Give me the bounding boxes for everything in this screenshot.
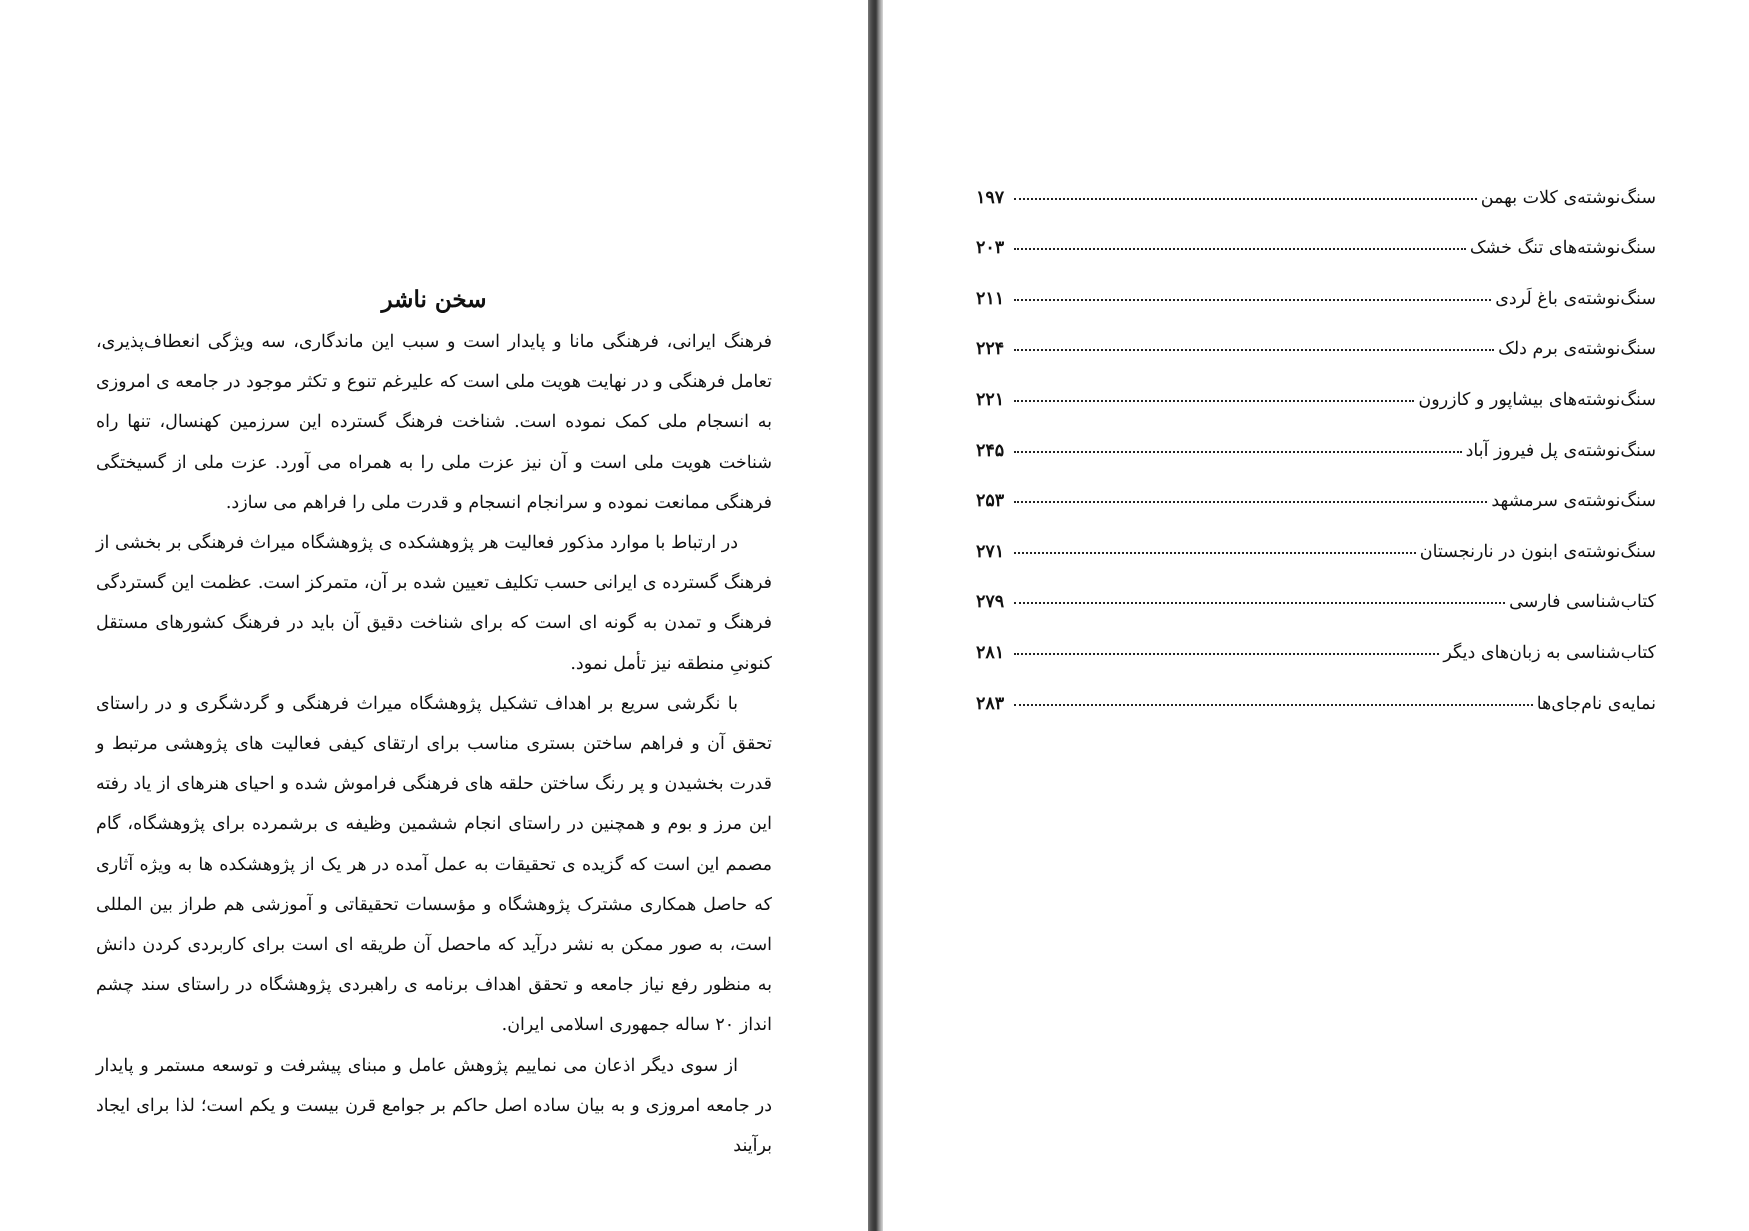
toc-entry[interactable]	[976, 309, 1656, 360]
right-page	[883, 0, 1749, 1231]
dot-leader	[1014, 198, 1477, 200]
toc-entry[interactable]	[976, 258, 1656, 309]
toc-entry-page: ۲۴۵	[976, 440, 1005, 461]
dot-leader	[1014, 501, 1487, 503]
toc-entry-page: ۲۱۱	[976, 288, 1005, 309]
toc-entry[interactable]	[976, 511, 1656, 562]
toc-entry[interactable]	[976, 612, 1656, 663]
table-of-contents	[976, 157, 1656, 714]
toc-entry[interactable]	[976, 410, 1656, 461]
toc-entry-title: سنگ‌نوشته‌ی سرمشهد	[1491, 491, 1656, 512]
toc-entry-title: کتاب‌شناسی فارسی	[1509, 592, 1656, 613]
dot-leader	[1014, 349, 1494, 351]
dot-leader	[1014, 248, 1466, 250]
publisher-note	[96, 280, 772, 1166]
toc-entry[interactable]	[976, 461, 1656, 512]
toc-entry-page: ۲۷۱	[976, 541, 1005, 562]
dot-leader	[1014, 400, 1414, 402]
toc-entry-page: ۲۲۴	[976, 339, 1005, 360]
dot-leader	[1014, 451, 1462, 453]
toc-entry-title: سنگ‌نوشته‌های تنگ خشک	[1469, 238, 1656, 259]
toc-entry[interactable]	[976, 359, 1656, 410]
dot-leader	[1014, 299, 1491, 301]
book-spine-divider	[868, 0, 883, 1231]
toc-entry-title: سنگ‌نوشته‌ی برم دلک	[1498, 339, 1656, 360]
toc-entry-page: ۲۲۱	[976, 389, 1005, 410]
toc-entry-page: ۲۸۱	[976, 642, 1005, 663]
left-page	[0, 0, 868, 1231]
dot-leader	[1014, 653, 1439, 655]
toc-entry-title: نمایه‌ی نام‌جای‌ها	[1536, 693, 1656, 714]
toc-entry-title: سنگ‌نوشته‌های بیشاپور و کازرون	[1418, 389, 1656, 410]
toc-entry-title: سنگ‌نوشته‌ی باغ لَردی	[1495, 288, 1656, 309]
dot-leader	[1014, 602, 1505, 604]
toc-entry-title: سنگ‌نوشته‌ی ابنون در نارنجستان	[1419, 541, 1656, 562]
toc-entry-page: ۲۷۹	[976, 592, 1005, 613]
toc-entry-page: ۲۰۳	[976, 238, 1005, 259]
toc-entry[interactable]	[976, 208, 1656, 259]
paragraph: فرهنگ ایرانی، فرهنگی مانا و پایدار است و سبب این ماندگاری، سه ویژگی انعطاف‌پذیری، تعامل فرهنگی و در نهایت هویت ملی است که علیرغم تنوع و تکثر موجود در جامعه ی امروزی به انسجام ملی کمک نموده است. شناخت فرهنگ گسترده این سرزمین کهنسال، تنها راه شناخت هویت ملی است و آن نیز عزت ملی را به همراه می آورد. عزت ملی از گسیختگی فرهنگی ممانعت نموده و سرانجام انسجام و قدرت ملی را فراهم می سازد.	[96, 332, 772, 513]
toc-entry-title: سنگ‌نوشته‌ی پل فیروز آباد	[1465, 440, 1656, 461]
toc-entry-page: ۲۸۳	[976, 693, 1005, 714]
toc-entry[interactable]	[976, 562, 1656, 613]
toc-entry-page: ۱۹۷	[976, 187, 1005, 208]
dot-leader	[1014, 704, 1533, 706]
toc-entry-page: ۲۵۳	[976, 491, 1005, 512]
page-title: سخن ناشر	[381, 286, 487, 313]
paragraph: با نگرشی سریع بر اهداف تشکیل پژوهشگاه میراث فرهنگی و گردشگری و در راستای تحقق آن و فراهم ساختن بستری مناسب برای ارتقای کیفی فعالیت های پژوهشی مرتبط و قدرت بخشیدن و پر رنگ ساختن حلقه های فرهنگی فراموش شده و احیای هنرهای از یاد رفته این مرز و بوم و همچنین در راستای انجام ششمین وظیفه ی برشمرده برای پژوهشگاه، گام مصمم این است که گزیده ی تحقیقات به عمل آمده در هر یک از پژوهشکده ها به ویژه آثاری که حاصل همکاری مشترک پژوهشگاه و مؤسسات تحقیقاتی و آموزشی هم طراز بین المللی است، به صور ممکن به نشر درآید که ماحصل آن طریقه ای است برای کاربردی کردن دانش به منظور رفع نیاز جامعه و تحقق اهداف برنامه ی راهبردی پژوهشگاه در راستای سند چشم انداز ۲۰ ساله جمهوری اسلامی ایران.	[96, 693, 772, 1036]
toc-entry-title: کتاب‌شناسی به زبان‌های دیگر	[1443, 642, 1656, 663]
paragraph: از سوی دیگر اذعان می نماییم پژوهش عامل و مبنای پیشرفت و توسعه مستمر و پایدار در جامعه امروزی و به بیان ساده اصل حاکم بر جوامع قرن بیست و یکم است؛ لذا برای ایجاد برآیند	[96, 1055, 772, 1157]
toc-entry[interactable]	[976, 157, 1656, 208]
toc-entry-title: سنگ‌نوشته‌ی کلات بهمن	[1480, 187, 1656, 208]
dot-leader	[1014, 552, 1416, 554]
paragraph: در ارتباط با موارد مذکور فعالیت هر پژوهشکده ی پژوهشگاه میراث فرهنگی بر بخشی از فرهنگ گسترده ی ایرانی حسب تکلیف تعیین شده بر آن، متمرکز است. عظمت این گستردگی فرهنگ و تمدن به گونه ای است که برای شناخت دقیق آن باید در فرهنگ کشورهای مستقل کنونیِ منطقه نیز تأمل نمود.	[96, 533, 772, 674]
toc-entry[interactable]	[976, 663, 1656, 714]
